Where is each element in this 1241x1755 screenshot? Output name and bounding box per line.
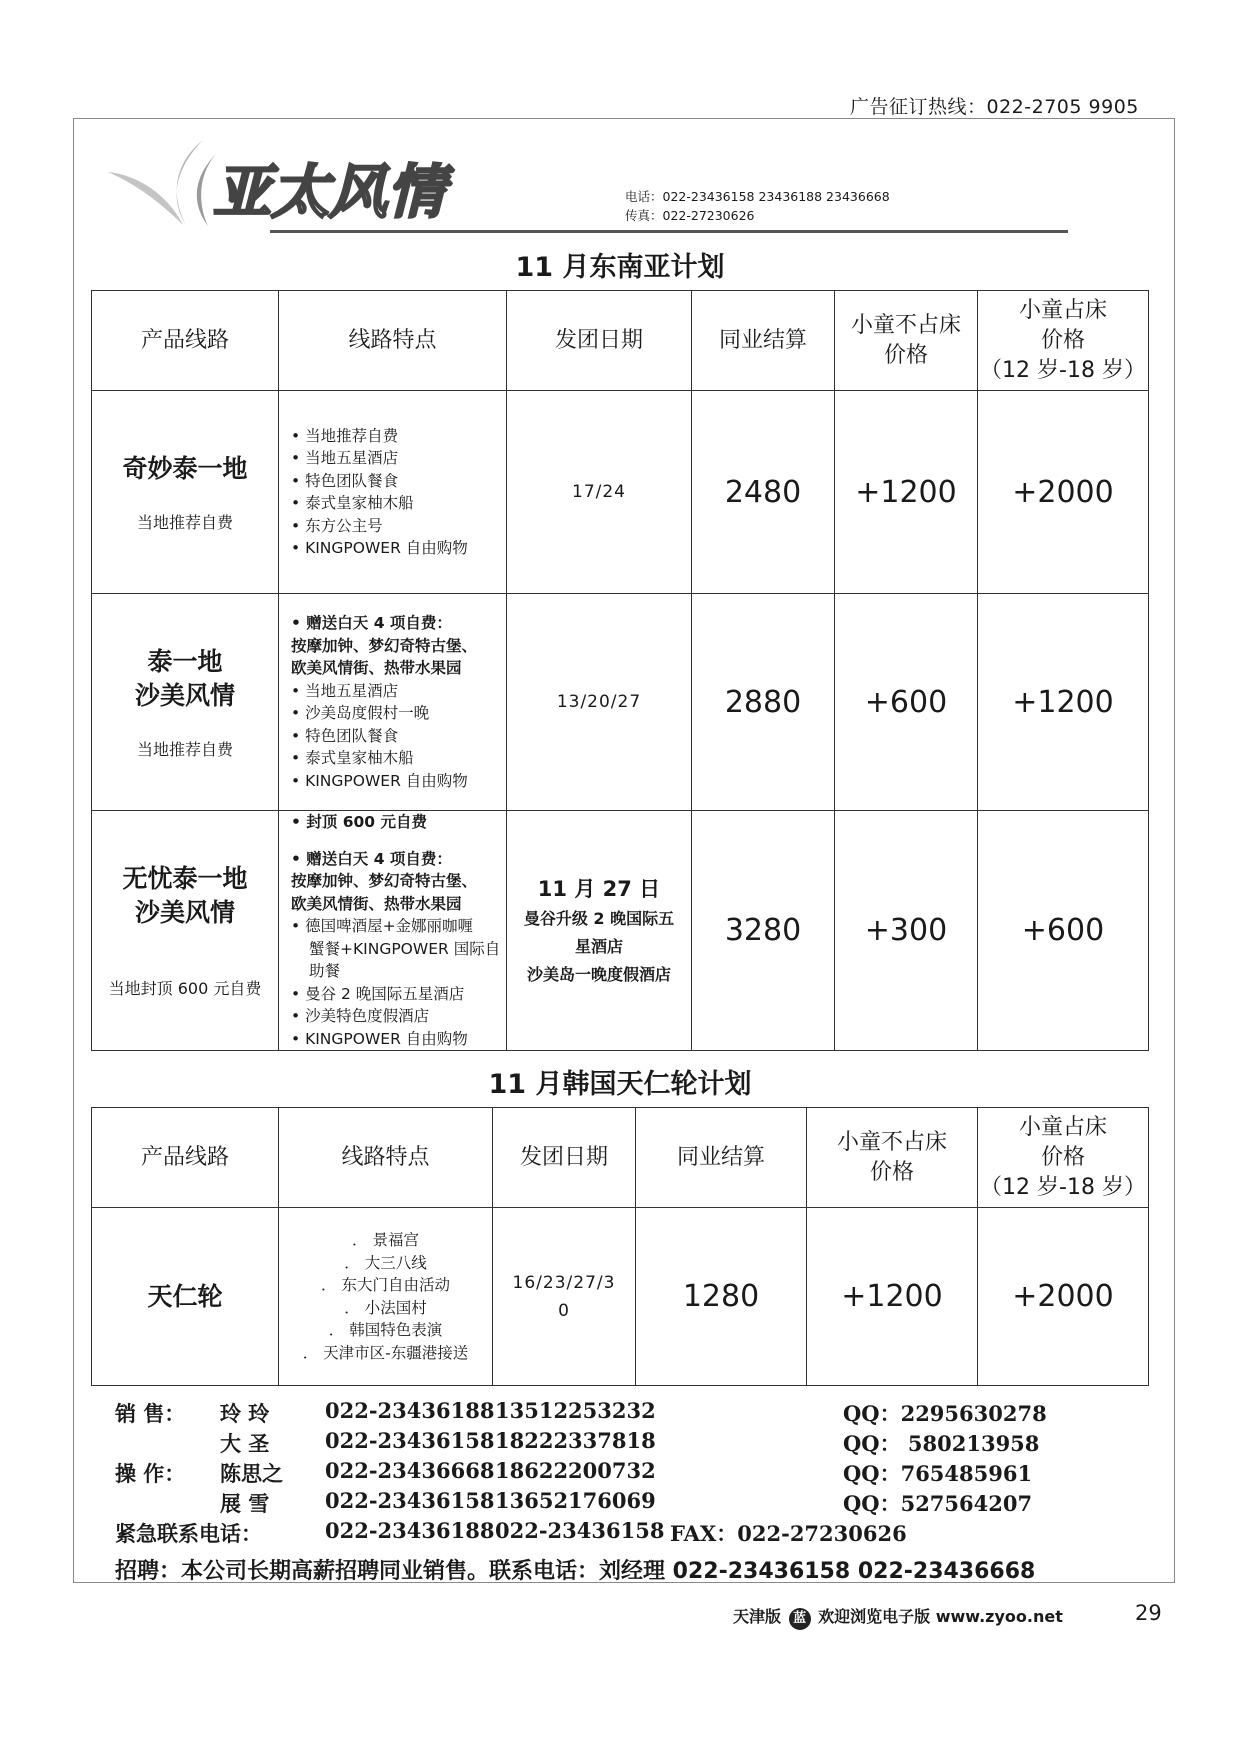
features-cell: • 封顶 600 元自费 • 赠送白天 4 项自费： 按摩加钟、梦幻奇特古堡、 欧美风情街、热带水果园 • 德国啤酒屋+金娜丽咖喱 蟹餐+KINGPOWER 国际自 助餐 • 曼谷 2 晚国际五星酒店 • 沙美特色度假酒店 • KINGPOWER 自由购物 <box>279 811 507 1051</box>
child-no-bed-cell: +300 <box>835 811 978 1051</box>
col-child-bed: 小童占床 价格 （12 岁-18 岁） <box>978 1108 1149 1208</box>
features-cell: • 当地推荐自费 • 当地五星酒店 • 特色团队餐食 • 泰式皇家柚木船 • 东方公主号 • KINGPOWER 自由购物 <box>279 391 507 594</box>
korea-plan-title: 11 月韩国天仁轮计划 <box>488 1069 752 1100</box>
korea-header-row <box>92 1108 1149 1208</box>
price-cell: 3280 <box>692 811 835 1051</box>
col-price: 同业结算 <box>636 1108 807 1208</box>
route-cell: 奇妙泰一地 当地推荐自费 <box>92 391 279 594</box>
page-number: 29 <box>1135 1601 1162 1625</box>
col-child-no-bed: 小童不占床 价格 <box>807 1108 978 1208</box>
korea-plan-table <box>91 1107 1149 1386</box>
ad-hotline: 广告征订热线：022-2705 9905 <box>850 96 1139 118</box>
child-bed-cell: +600 <box>978 811 1149 1051</box>
header-rule <box>270 230 1068 233</box>
sea-header-row <box>92 291 1149 391</box>
child-bed-cell: +2000 <box>978 1208 1149 1386</box>
date-cell: 13/20/27 <box>507 594 692 811</box>
sea-plan-title: 11 月东南亚计划 <box>515 252 725 283</box>
staff-row: 操 作： 陈思之 022-23436668 18622200732 QQ：765485961 <box>115 1458 1033 1486</box>
staff-row: 展 雪 022-23436158 13652176069 QQ：527564207 <box>220 1488 1033 1516</box>
route-cell: 天仁轮 <box>92 1208 279 1386</box>
col-date: 发团日期 <box>493 1108 636 1208</box>
col-features: 线路特点 <box>279 291 507 391</box>
emergency-row: 紧急联系电话： 022-23436188 022-23436158 FAX：022-27230626 <box>115 1518 907 1546</box>
staff-row: 销 售： 玲 玲 022-23436188 13512253232 QQ：2295630278 <box>115 1398 1047 1426</box>
footer-banner: 天津版 蓝 欢迎浏览电子版 www.zyoo.net <box>733 1604 1063 1630</box>
price-cell: 2880 <box>692 594 835 811</box>
table-row <box>92 594 1149 811</box>
child-bed-cell: +2000 <box>978 391 1149 594</box>
col-price: 同业结算 <box>692 291 835 391</box>
features-cell: • 赠送白天 4 项自费： 按摩加钟、梦幻奇特古堡、 欧美风情街、热带水果园 • 当地五星酒店 • 沙美岛度假村一晚 • 特色团队餐食 • 泰式皇家柚木船 • KINGPOWER 自由购物 <box>279 594 507 811</box>
company-logo <box>108 130 488 240</box>
table-row <box>92 811 1149 1051</box>
recruit-notice: 招聘：本公司长期高薪招聘同业销售。联系电话：刘经理 022-23436158 022-23436668 <box>115 1559 1036 1584</box>
col-route: 产品线路 <box>92 1108 279 1208</box>
staff-row: 大 圣 022-23436158 18222337818 QQ： 580213958 <box>220 1428 1040 1456</box>
contact-phone: 电话：022-23436158 23436188 23436668 <box>625 189 890 204</box>
col-date: 发团日期 <box>507 291 692 391</box>
child-bed-cell: +1200 <box>978 594 1149 811</box>
date-cell: 17/24 <box>507 391 692 594</box>
col-child-no-bed: 小童不占床 价格 <box>835 291 978 391</box>
child-no-bed-cell: +1200 <box>807 1208 978 1386</box>
date-cell: 16/23/27/3 0 <box>493 1208 636 1386</box>
sea-plan-table <box>91 290 1149 1051</box>
col-features: 线路特点 <box>279 1108 493 1208</box>
price-cell: 1280 <box>636 1208 807 1386</box>
contact-fax: 传真：022-27230626 <box>625 208 755 223</box>
child-no-bed-cell: +600 <box>835 594 978 811</box>
child-no-bed-cell: +1200 <box>835 391 978 594</box>
features-cell: ． 景福宫 ． 大三八线 ． 东大门自由活动 ． 小法国村 ． 韩国特色表演 ． 天津市区-东疆港接送 <box>279 1208 493 1386</box>
table-row <box>92 391 1149 594</box>
route-cell: 泰一地 沙美风情 当地推荐自费 <box>92 594 279 811</box>
price-cell: 2480 <box>692 391 835 594</box>
col-child-bed: 小童占床 价格 （12 岁-18 岁） <box>978 291 1149 391</box>
date-cell: 11 月 27 日 曼谷升级 2 晚国际五 星酒店 沙美岛一晚度假酒店 <box>507 811 692 1051</box>
table-row <box>92 1208 1149 1386</box>
badge-icon: 蓝 <box>789 1608 811 1630</box>
route-cell: 无忧泰一地 沙美风情 当地封顶 600 元自费 <box>92 811 279 1051</box>
col-route: 产品线路 <box>92 291 279 391</box>
svg-text:亚太风情: 亚太风情 <box>213 158 446 226</box>
